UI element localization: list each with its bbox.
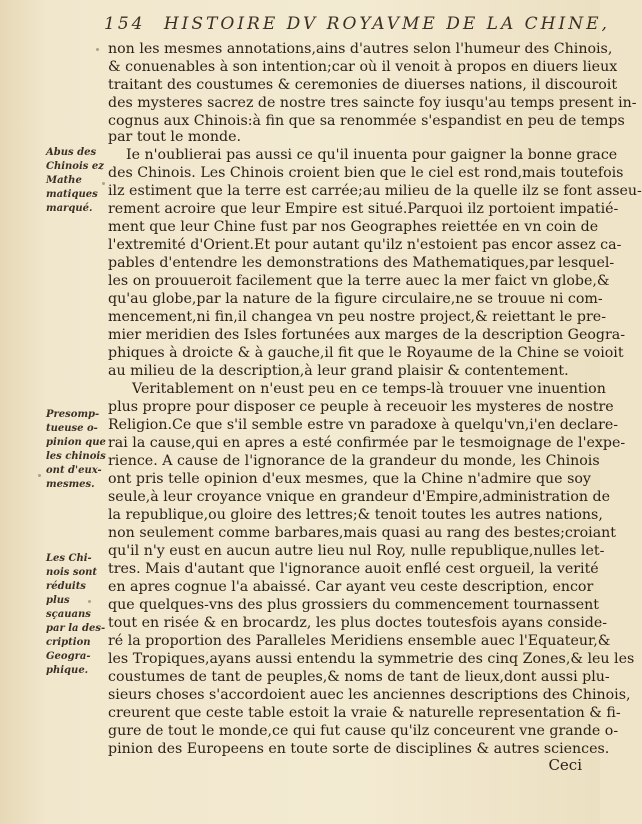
- page-number: 154: [104, 14, 146, 34]
- margin-note: Presomp-tueuse o-pinion que les chinois ont d'eux-mesmes.: [46, 409, 106, 490]
- text-line: tres. Mais d'autant que l'ignorance auoit enflé cest orgueil, la verité: [108, 561, 599, 577]
- text-line: mencement,ni fin,il changea vn peu nostre project,& reiettant le pre-: [108, 309, 606, 325]
- text-line: rience. A cause de l'ignorance de la grandeur du monde, les Chinois: [108, 453, 600, 469]
- text-line: des mysteres sacrez de nostre tres saincte foy iusqu'au temps present in-: [108, 95, 637, 111]
- text-line: Ie n'oublierai pas aussi ce qu'il inuenta pour gaigner la bonne grace: [126, 147, 618, 163]
- text-line: pinion des Europeens en toute sorte de disciplines & autres sciences.: [108, 741, 610, 757]
- text-line: non les mesmes annotations,ains d'autres selon l'humeur des Chinois,: [108, 41, 613, 57]
- text-line: qu'au globe,par la nature de la figure circulaire,ne se trouue ni com-: [108, 291, 603, 307]
- text-line: qu'il n'y eust en aucun autre lieu nul Roy, nulle republique,nulles let-: [108, 543, 605, 559]
- text-line: que quelques-vns des plus grossiers du commencement tournassent: [108, 597, 599, 613]
- text-line: traitant des coustumes & ceremonies de diuerses nations, il discouroit: [108, 77, 618, 93]
- text-line: ont pris telle opinion d'eux mesmes, que la Chine n'admire que soy: [108, 471, 591, 487]
- margin-note: Abus des Chinois ez Mathe matiques marqué.: [46, 147, 104, 214]
- text-line: creurent que ceste table estoit la vraie & naturelle representation & fi-: [108, 705, 621, 721]
- text-line: phiques à droicte & à gauche,il fit que le Royaume de la Chine se voioit: [108, 345, 624, 361]
- text-line: des Chinois. Les Chinois croient bien que le ciel est rond,mais toutefois: [108, 165, 624, 181]
- text-line: gure de tout le monde,ce qui fut cause qu'ilz conceurent vne grande o-: [108, 723, 619, 739]
- text-line: en apres cognue l'a abaissé. Car ayant veu ceste description, encor: [108, 579, 594, 595]
- text-line: ré la proportion des Paralleles Meridiens ensemble auec l'Equateur,&: [108, 633, 611, 649]
- text-line: non seulement comme barbares,mais quasi au rang des bestes;croiant: [108, 525, 617, 541]
- text-line: les Tropiques,ayans aussi entendu la symmetrie des cinq Zones,& leu les: [108, 651, 635, 667]
- text-line: rement acroire que leur Empire est situé.Parquoi ilz portoient impatié-: [108, 201, 619, 217]
- text-line: Veritablement on n'eust peu en ce temps-là trouuer vne inuention: [132, 381, 606, 397]
- margin-note: Les Chi-nois sont réduits plus sçauans par la des-cription Geogra-phique.: [46, 553, 106, 676]
- text-line: par tout le monde.: [108, 129, 241, 145]
- text-line: & conuenables à son intention;car où il venoit à propos en diuers lieux: [108, 59, 618, 75]
- text-line: rai la cause,qui en apres a esté confirmée par le tesmoignage de l'expe-: [108, 435, 626, 451]
- text-line: cognus aux Chinois:à fin que sa renommée s'espandist en peu de temps: [108, 113, 625, 129]
- text-line: seule,à leur croyance vnique en grandeur d'Empire,administration de: [108, 489, 610, 505]
- text-line: mier meridien des Isles fortunées aux marges de la description Geogra-: [108, 327, 626, 343]
- text-line: les on prouueroit facilement que la terre auec la mer faict vn globe,&: [108, 273, 610, 289]
- text-line: au milieu de la description,à leur grand plaisir & contentement.: [108, 363, 569, 379]
- text-line: ilz estiment que la terre est carrée;au milieu de la quelle ilz se font asseu-: [108, 183, 642, 199]
- text-line: la republique,ou gloire des lettres;& tenoit toutes les autres nations,: [108, 507, 603, 523]
- ink-speck: [96, 48, 99, 51]
- text-line: pables d'entendre les demonstrations des Mathematiques,par lesquel-: [108, 255, 615, 271]
- ink-speck: [88, 600, 91, 603]
- text-line: sieurs choses s'accordoient auec les anciennes descriptions des Chinois,: [108, 687, 631, 703]
- text-line: plus propre pour disposer ce peuple à receuoir les mysteres de nostre: [108, 399, 614, 415]
- catchword: Ceci: [548, 756, 582, 774]
- text-line: l'extremité d'Orient.Et pour autant qu'ilz n'estoient pas encor assez ca-: [108, 237, 622, 253]
- running-title: HISTOIRE DV ROYAVME DE LA CHINE,: [163, 14, 610, 34]
- text-line: coustumes de tant de peuples,& noms de tant de lieux,dont aussi plu-: [108, 669, 610, 685]
- text-line: tout en risée & en brocardz, les plus doctes toutesfois ayans conside-: [108, 615, 608, 631]
- text-line: Religion.Ce que s'il semble estre vn paradoxe à quelqu'vn,i'en declare-: [108, 417, 619, 433]
- text-line: ment que leur Chine fust par nos Geographes reiettée en vn coin de: [108, 219, 599, 235]
- ink-speck: [102, 182, 105, 185]
- running-header: [104, 14, 610, 34]
- ink-speck: [38, 474, 41, 477]
